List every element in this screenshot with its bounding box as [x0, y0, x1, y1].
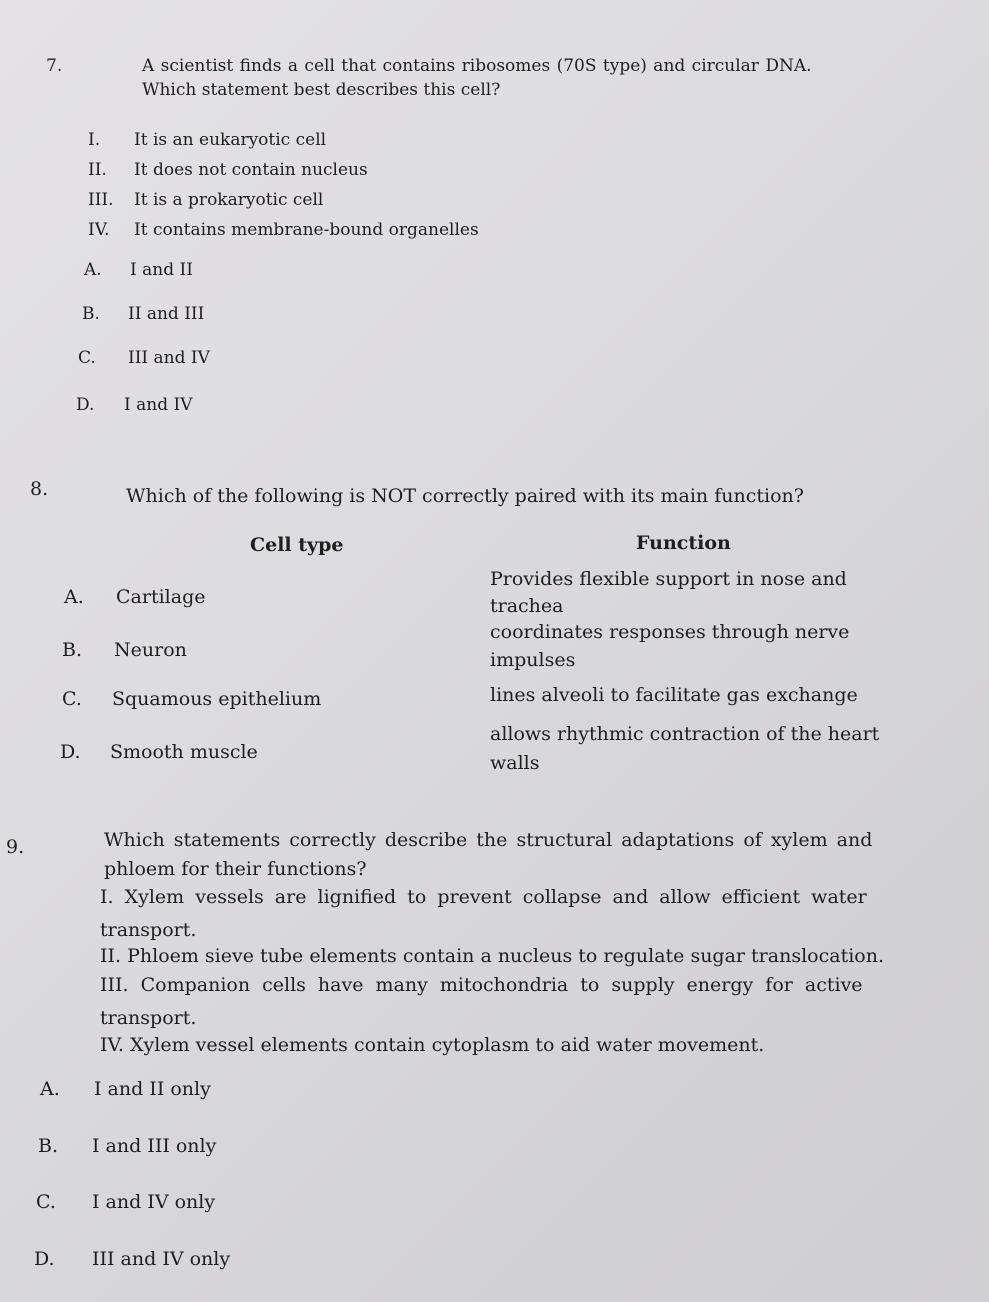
q8-header-function: Function [636, 532, 731, 554]
q9-statement-1-line1: I. Xylem vessels are lignified to prevent collapse and allow efficient water [100, 886, 867, 908]
q8-row-a-letter: A. [64, 586, 84, 608]
q7-stem-line1: A scientist finds a cell that contains ribosomes (70S type) and circular DNA. [142, 56, 812, 76]
q9-option-b-text: I and III only [92, 1135, 217, 1157]
q9-option-a-text: I and II only [94, 1078, 211, 1100]
q7-statement-4-roman: IV. [88, 220, 110, 240]
q7-option-a-text: I and II [130, 260, 193, 280]
q7-number: 7. [46, 56, 63, 76]
q8-row-d-cell: Smooth muscle [110, 741, 258, 763]
q9-option-c-letter: C. [36, 1191, 56, 1213]
q7-option-c-letter: C. [78, 348, 96, 368]
q9-option-d-letter: D. [34, 1248, 55, 1270]
q9-option-a-letter: A. [40, 1078, 60, 1100]
q9-stem-line2: phloem for their functions? [104, 858, 367, 880]
q9-statement-3-line2: transport. [100, 1007, 197, 1029]
q8-header-cell-type: Cell type [250, 534, 344, 556]
q8-row-d-letter: D. [60, 741, 81, 763]
q8-row-b-function-line2: impulses [490, 649, 576, 671]
q8-row-a-cell: Cartilage [116, 586, 206, 608]
q7-statement-3-text: It is a prokaryotic cell [134, 190, 324, 210]
q8-row-b-function-line1: coordinates responses through nerve [490, 621, 850, 643]
q7-stem-line2: Which statement best describes this cell? [142, 80, 501, 100]
q9-statement-1-line2: transport. [100, 919, 197, 941]
q7-statement-4-text: It contains membrane-bound organelles [134, 220, 479, 240]
q7-statement-2-roman: II. [88, 160, 107, 180]
q7-option-a-letter: A. [84, 260, 102, 280]
q9-option-b-letter: B. [38, 1135, 59, 1157]
q7-option-d-text: I and IV [124, 395, 193, 415]
q9-statement-3-line1: III. Companion cells have many mitochondria to supply energy for active [100, 974, 863, 996]
q8-row-c-cell: Squamous epithelium [112, 688, 322, 710]
q8-row-b-cell: Neuron [114, 639, 187, 661]
q7-statement-1-roman: I. [88, 130, 101, 150]
q7-option-b-letter: B. [82, 304, 100, 324]
q8-row-d-function-line1: allows rhythmic contraction of the heart [490, 723, 880, 745]
q9-option-d-text: III and IV only [92, 1248, 231, 1270]
q7-option-c-text: III and IV [128, 348, 210, 368]
q9-option-c-text: I and IV only [92, 1191, 216, 1213]
q9-statement-4: IV. Xylem vessel elements contain cytoplasm to aid water movement. [100, 1034, 765, 1056]
q8-number: 8. [30, 478, 49, 500]
q9-statement-2: II. Phloem sieve tube elements contain a nucleus to regulate sugar translocation. [100, 945, 884, 967]
q8-row-a-function-line1: Provides flexible support in nose and [490, 568, 847, 590]
q8-row-b-letter: B. [62, 639, 83, 661]
q7-option-d-letter: D. [76, 395, 95, 415]
q8-row-c-function-line1: lines alveoli to facilitate gas exchange [490, 684, 858, 706]
q7-statement-3-roman: III. [88, 190, 114, 210]
q8-row-a-function-line2: trachea [490, 595, 564, 617]
q8-stem: Which of the following is NOT correctly paired with its main function? [126, 485, 804, 507]
q9-stem-line1: Which statements correctly describe the structural adaptations of xylem and [104, 829, 873, 851]
q7-statement-1-text: It is an eukaryotic cell [134, 130, 327, 150]
q9-number: 9. [6, 836, 25, 858]
q7-option-b-text: II and III [128, 304, 205, 324]
q8-row-c-letter: C. [62, 688, 82, 710]
q8-row-d-function-line2: walls [490, 752, 540, 774]
q7-statement-2-text: It does not contain nucleus [134, 160, 368, 180]
